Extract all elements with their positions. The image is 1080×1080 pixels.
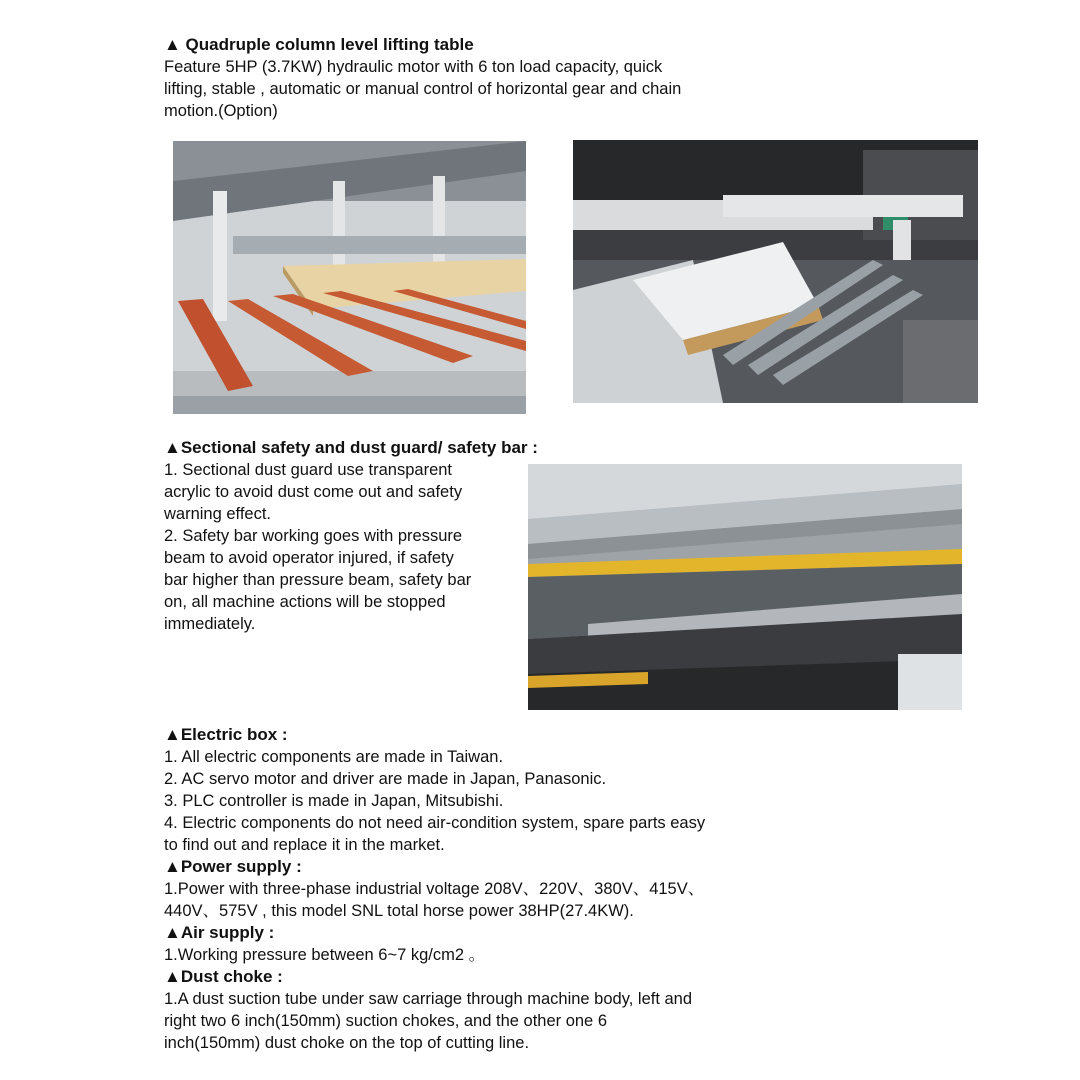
section-title: ▲Power supply : (164, 857, 302, 876)
section-line: right two 6 inch(150mm) suction chokes, and the other one 6 (164, 1012, 607, 1030)
safety-guard-section (164, 437, 538, 635)
dust-choke-section (164, 966, 692, 1054)
section-line: inch(150mm) dust choke on the top of cutting line. (164, 1034, 530, 1052)
section-line: immediately. (164, 615, 256, 633)
section-line: 1. All electric components are made in Taiwan. (164, 748, 504, 766)
section-line: 2. Safety bar working goes with pressure (164, 527, 463, 545)
section-line: beam to avoid operator injured, if safety (164, 549, 454, 567)
section-title: ▲Dust choke : (164, 967, 283, 986)
dust-guard-photo (528, 464, 962, 710)
section-line: Feature 5HP (3.7KW) hydraulic motor with 6 ton load capacity, quick (164, 58, 663, 76)
section-title: ▲Sectional safety and dust guard/ safety bar : (164, 438, 538, 457)
air-supply-section (164, 922, 485, 966)
power-supply-section (164, 856, 704, 922)
section-line: 1.Power with three-phase industrial voltage 208V、220V、380V、415V、 (164, 880, 705, 898)
lifting-table-section (164, 34, 681, 122)
section-line: acrylic to avoid dust come out and safety (164, 483, 463, 501)
lifting-table-photo (173, 141, 526, 414)
section-line: 1.Working pressure between 6~7 kg/cm2 。 (164, 946, 486, 964)
section-line: 3. PLC controller is made in Japan, Mitsubishi. (164, 792, 504, 810)
section-title: ▲Electric box : (164, 725, 288, 744)
section-title: ▲ Quadruple column level lifting table (164, 35, 474, 54)
section-line: on, all machine actions will be stopped (164, 593, 446, 611)
section-line: 440V、575V , this model SNL total horse power 38HP(27.4KW). (164, 902, 634, 920)
electric-box-section (164, 724, 705, 856)
section-line: to find out and replace it in the market. (164, 836, 445, 854)
section-line: warning effect. (164, 505, 272, 523)
panel-saw-photo (573, 140, 978, 403)
section-line: lifting, stable , automatic or manual control of horizontal gear and chain (164, 80, 682, 98)
section-line: motion.(Option) (164, 102, 278, 120)
section-line: 2. AC servo motor and driver are made in Japan, Panasonic. (164, 770, 607, 788)
section-title: ▲Air supply : (164, 923, 275, 942)
section-line: bar higher than pressure beam, safety bar (164, 571, 472, 589)
section-line: 4. Electric components do not need air-condition system, spare parts easy (164, 814, 706, 832)
section-line: 1.A dust suction tube under saw carriage through machine body, left and (164, 990, 693, 1008)
section-line: 1. Sectional dust guard use transparent (164, 461, 453, 479)
